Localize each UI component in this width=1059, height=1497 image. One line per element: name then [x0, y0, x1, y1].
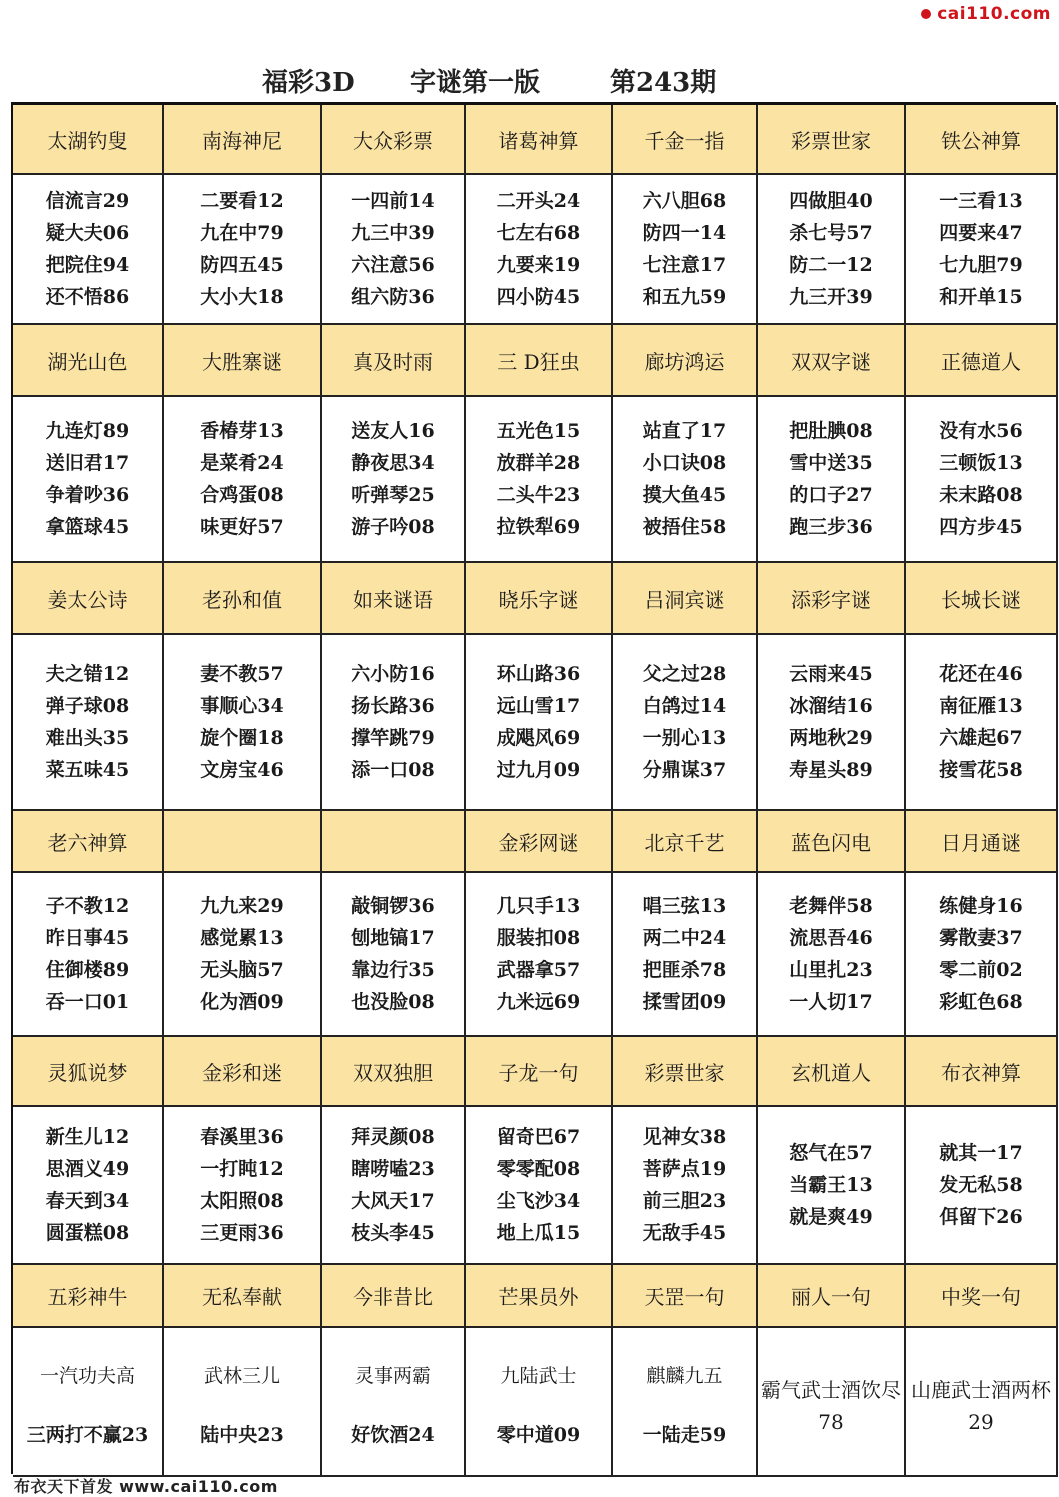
- riddle-line: 七左右68: [496, 222, 581, 244]
- column-header: 如来谜语: [322, 563, 466, 635]
- column-header: 诸葛神算: [466, 105, 613, 175]
- riddle-line: 香椿芽13: [200, 420, 284, 442]
- riddle-line: 九三中39: [351, 222, 435, 244]
- column-header: 长城长谜: [906, 563, 1058, 635]
- answer-cell: [758, 873, 906, 1037]
- riddle-line: 白鸽过14: [642, 695, 727, 717]
- column-header: 铁公神算: [906, 105, 1058, 175]
- riddle-line: 九在中79: [200, 222, 284, 244]
- column-header: 彩票世家: [758, 105, 906, 175]
- riddle-line: 零零配08: [496, 1158, 581, 1180]
- riddle-line: 添一口08: [351, 759, 435, 781]
- column-header: 吕洞宾谜: [613, 563, 758, 635]
- column-header: 正德道人: [906, 325, 1058, 397]
- riddle-line: 流思吾46: [789, 927, 873, 949]
- answer-cell: [466, 873, 613, 1037]
- answer-cell: [613, 873, 758, 1037]
- riddle-line: 文房宝46: [200, 759, 284, 781]
- answer-cell: [164, 175, 322, 325]
- answer-cell: [906, 175, 1058, 325]
- header-row: [13, 1037, 1058, 1107]
- column-header: 大众彩票: [322, 105, 466, 175]
- riddle-line: 防二一12: [789, 254, 873, 276]
- header-row: [13, 563, 1058, 635]
- column-header: 晓乐字谜: [466, 563, 613, 635]
- riddle-line: 云雨来45: [789, 663, 873, 685]
- riddle-line: 九米远69: [496, 991, 581, 1013]
- riddle-line: 送旧君17: [45, 452, 130, 474]
- riddle-line: 小口诀08: [642, 452, 727, 474]
- answer-cell: [613, 1328, 758, 1477]
- riddle-line: 成飓风69: [496, 727, 581, 749]
- column-header: 丽人一句: [758, 1265, 906, 1328]
- riddle-line: 寿星头89: [789, 759, 873, 781]
- answer-cell: [322, 1107, 466, 1265]
- riddle-line: 陆中央23: [200, 1424, 284, 1447]
- riddle-line: 和五九59: [642, 286, 727, 308]
- riddle-line: 七九胆79: [939, 254, 1023, 276]
- riddle-line: 雾散妻37: [939, 927, 1023, 949]
- riddle-line: 零二前02: [939, 959, 1023, 981]
- column-header: 玄机道人: [758, 1037, 906, 1107]
- riddle-line: 就其一17: [939, 1142, 1023, 1164]
- riddle-line: 服装扣08: [496, 927, 581, 949]
- riddle-line: 瞎唠嗑23: [351, 1158, 435, 1180]
- column-header: 今非昔比: [322, 1265, 466, 1328]
- riddle-line: 两地秋29: [789, 727, 873, 749]
- column-header: 添彩字谜: [758, 563, 906, 635]
- riddle-line: 九连灯89: [45, 420, 130, 442]
- riddle-line: 六八胆68: [642, 190, 727, 212]
- riddle-line: 一陆走59: [642, 1424, 727, 1447]
- riddle-line: 一三看13: [939, 190, 1023, 212]
- column-header: 芒果员外: [466, 1265, 613, 1328]
- answer-cell: [906, 635, 1058, 811]
- riddle-line: 一打盹12: [200, 1158, 284, 1180]
- riddle-line: 四方步45: [939, 516, 1023, 538]
- riddle-line: 大风天17: [351, 1190, 435, 1212]
- answer-cell: [906, 1328, 1058, 1477]
- riddle-line: 跑三步36: [789, 516, 873, 538]
- riddle-line: 昨日事45: [45, 927, 130, 949]
- column-header: 无私奉献: [164, 1265, 322, 1328]
- riddle-line: 味更好57: [200, 516, 284, 538]
- answer-cell: [758, 397, 906, 563]
- answer-cell: [466, 635, 613, 811]
- column-header: 大胜寨谜: [164, 325, 322, 397]
- answer-cell: [466, 1107, 613, 1265]
- column-header: 北京千艺: [613, 811, 758, 873]
- riddle-line: 静夜思34: [351, 452, 435, 474]
- riddle-line: 霸气武士酒饮尽78: [761, 1377, 901, 1434]
- riddle-line: 住御楼89: [45, 959, 130, 981]
- answer-cell: [466, 175, 613, 325]
- riddle-line: 九九来29: [200, 895, 284, 917]
- answer-row: [13, 1328, 1058, 1477]
- riddle-line: 练健身16: [939, 895, 1023, 917]
- answer-cell: [466, 397, 613, 563]
- riddle-line: 接雪花58: [939, 759, 1023, 781]
- column-header: 南海神尼: [164, 105, 322, 175]
- riddle-line: 四做胆40: [789, 190, 873, 212]
- riddle-line: 三更雨36: [200, 1222, 284, 1244]
- riddle-line: 思酒义49: [45, 1158, 130, 1180]
- answer-cell: [322, 1328, 466, 1477]
- riddle-line: 零中道09: [496, 1424, 581, 1447]
- column-header: 老六神算: [13, 811, 164, 873]
- riddle-line: 新生儿12: [45, 1126, 130, 1148]
- header-row: [13, 105, 1058, 175]
- riddle-line: 杀七号57: [789, 222, 873, 244]
- logo-dot-icon: [921, 9, 931, 19]
- site-logo: [921, 4, 1051, 24]
- answer-row: [13, 397, 1058, 563]
- answer-cell: [758, 1107, 906, 1265]
- riddle-line: 听弹琴25: [351, 484, 435, 506]
- riddle-line: 的口子27: [789, 484, 873, 506]
- answer-row: [13, 873, 1058, 1037]
- answer-cell: [164, 635, 322, 811]
- riddle-line: 无敌手45: [642, 1222, 727, 1244]
- riddle-line: 一人切17: [789, 991, 873, 1013]
- riddle-line: 地上瓜15: [496, 1222, 581, 1244]
- riddle-line: 六小防16: [351, 663, 435, 685]
- riddle-line: 父之过28: [642, 663, 727, 685]
- riddle-line: 环山路36: [496, 663, 581, 685]
- riddle-line: 拉铁犁69: [496, 516, 581, 538]
- riddle-line: 春天到34: [45, 1190, 130, 1212]
- riddle-line: 二开头24: [496, 190, 581, 212]
- column-header: 布衣神算: [906, 1037, 1058, 1107]
- footer-credit: 布衣天下首发 www.cai110.com: [14, 1477, 278, 1496]
- column-header: 灵狐说梦: [13, 1037, 164, 1107]
- answer-cell: [322, 873, 466, 1037]
- header-row: [13, 325, 1058, 397]
- answer-cell: [906, 1107, 1058, 1265]
- riddle-line: 发无私58: [939, 1174, 1023, 1196]
- riddle-line: 太阳照08: [200, 1190, 284, 1212]
- title-issue: 第243期: [610, 68, 717, 98]
- riddle-line: 尘飞沙34: [496, 1190, 581, 1212]
- riddle-line: 合鸡蛋08: [200, 484, 284, 506]
- riddle-line: 九陆武士: [500, 1364, 577, 1387]
- riddle-line: 没有水56: [939, 420, 1023, 442]
- riddle-line: 菜五味45: [45, 759, 130, 781]
- column-header: [322, 811, 466, 873]
- riddle-line: 六注意56: [351, 254, 435, 276]
- answer-row: [13, 175, 1058, 325]
- answer-cell: [13, 175, 164, 325]
- answer-row: [13, 1107, 1058, 1265]
- answer-cell: [13, 1107, 164, 1265]
- riddle-line: 彩虹色68: [939, 991, 1023, 1013]
- column-header: 姜太公诗: [13, 563, 164, 635]
- column-header: 太湖钓叟: [13, 105, 164, 175]
- riddle-line: 拿篮球45: [45, 516, 130, 538]
- column-header: 湖光山色: [13, 325, 164, 397]
- column-header: 廊坊鸿运: [613, 325, 758, 397]
- riddle-line: 也没脸08: [351, 991, 435, 1013]
- riddle-line: 几只手13: [496, 895, 581, 917]
- riddle-line: 刨地镐17: [351, 927, 435, 949]
- riddle-line: 一汽功夫高: [39, 1364, 135, 1387]
- riddle-line: 疑大夫06: [45, 222, 130, 244]
- page-title: [0, 56, 1059, 100]
- riddle-line: 冰溜结16: [789, 695, 873, 717]
- riddle-line: 圆蛋糕08: [45, 1222, 130, 1244]
- answer-cell: [164, 397, 322, 563]
- answer-cell: [164, 873, 322, 1037]
- riddle-line: 雪中送35: [789, 452, 873, 474]
- riddle-line: 送友人16: [351, 420, 435, 442]
- riddle-line: 大小大18: [200, 286, 284, 308]
- riddle-line: 游子吟08: [351, 516, 435, 538]
- answer-cell: [322, 175, 466, 325]
- column-header: 彩票世家: [613, 1037, 758, 1107]
- riddle-line: 和开单15: [939, 286, 1023, 308]
- riddle-line: 四要来47: [939, 222, 1023, 244]
- riddle-line: 无头脑57: [200, 959, 284, 981]
- riddle-line: 花还在46: [939, 663, 1023, 685]
- riddle-line: 防四一14: [642, 222, 727, 244]
- answer-cell: [164, 1107, 322, 1265]
- answer-cell: [13, 635, 164, 811]
- riddle-line: 一别心13: [642, 727, 727, 749]
- riddle-line: 难出头35: [45, 727, 130, 749]
- column-header: 日月通谜: [906, 811, 1058, 873]
- riddle-line: 麒麟九五: [646, 1364, 723, 1387]
- riddle-line: 拜灵颜08: [351, 1126, 435, 1148]
- riddle-line: 二头牛23: [496, 484, 581, 506]
- riddle-line: 灵事两霸: [354, 1364, 431, 1387]
- riddle-line: 把院住94: [45, 254, 130, 276]
- riddle-line: 前三胆23: [642, 1190, 727, 1212]
- riddle-line: 信流言29: [45, 190, 130, 212]
- column-header: 千金一指: [613, 105, 758, 175]
- answer-cell: [613, 1107, 758, 1265]
- riddle-line: 五光色15: [496, 420, 581, 442]
- riddle-line: 武器拿57: [496, 959, 581, 981]
- riddle-line: 七注意17: [642, 254, 727, 276]
- riddle-line: 感觉累13: [200, 927, 284, 949]
- column-header: [164, 811, 322, 873]
- riddle-line: 过九月09: [496, 759, 581, 781]
- riddle-line: 把肚腆08: [789, 420, 873, 442]
- riddle-line: 争着吵36: [45, 484, 130, 506]
- riddle-line: 九三开39: [789, 286, 873, 308]
- riddle-line: 扬长路36: [351, 695, 435, 717]
- column-header: 五彩神牛: [13, 1265, 164, 1328]
- riddle-line: 摸大鱼45: [642, 484, 727, 506]
- riddle-line: 山里扎23: [789, 959, 873, 981]
- riddle-line: 怒气在57: [789, 1142, 873, 1164]
- answer-cell: [758, 1328, 906, 1477]
- answer-cell: [613, 397, 758, 563]
- answer-cell: [13, 1328, 164, 1477]
- column-header: 天罡一句: [613, 1265, 758, 1328]
- column-header: 双双字谜: [758, 325, 906, 397]
- answer-cell: [613, 175, 758, 325]
- riddle-line: 南征雁13: [939, 695, 1023, 717]
- answer-cell: [13, 873, 164, 1037]
- riddle-line: 是菜肴24: [200, 452, 284, 474]
- riddle-line: 见神女38: [642, 1126, 727, 1148]
- answer-cell: [906, 873, 1058, 1037]
- title-edition: 字谜第一版: [410, 68, 541, 98]
- riddle-line: 揉雪团09: [642, 991, 727, 1013]
- riddle-line: 九要来19: [496, 254, 581, 276]
- riddle-line: 分鼎谋37: [642, 759, 727, 781]
- riddle-line: 子不教12: [45, 895, 130, 917]
- riddle-line: 放群羊28: [496, 452, 581, 474]
- answer-cell: [466, 1328, 613, 1477]
- column-header: 金彩和迷: [164, 1037, 322, 1107]
- column-header: 双双独胆: [322, 1037, 466, 1107]
- answer-cell: [613, 635, 758, 811]
- riddle-line: 把匪杀78: [642, 959, 727, 981]
- riddle-line: 二要看12: [200, 190, 284, 212]
- riddle-line: 妻不教57: [200, 663, 284, 685]
- riddle-line: 两二中24: [642, 927, 727, 949]
- riddle-line: 防四五45: [200, 254, 284, 276]
- riddle-line: 留奇巴67: [496, 1126, 581, 1148]
- riddle-line: 当霸王13: [789, 1174, 873, 1196]
- column-header: 中奖一句: [906, 1265, 1058, 1328]
- riddle-line: 三两打不赢23: [26, 1424, 149, 1447]
- column-header: 蓝色闪电: [758, 811, 906, 873]
- column-header: 金彩网谜: [466, 811, 613, 873]
- riddle-line: 靠边行35: [351, 959, 435, 981]
- riddle-line: 夫之错12: [45, 663, 130, 685]
- riddle-line: 菩萨点19: [642, 1158, 727, 1180]
- riddle-line: 旋个圈18: [200, 727, 284, 749]
- answer-cell: [758, 635, 906, 811]
- riddle-line: 组六防36: [351, 286, 435, 308]
- title-lottery: 福彩3D: [262, 68, 355, 98]
- answer-cell: [13, 397, 164, 563]
- riddle-line: 撑竿跳79: [351, 727, 435, 749]
- riddle-line: 弹子球08: [45, 695, 130, 717]
- answer-cell: [322, 635, 466, 811]
- answer-cell: [322, 397, 466, 563]
- answer-row: [13, 635, 1058, 811]
- header-row: [13, 1265, 1058, 1328]
- answer-cell: [164, 1328, 322, 1477]
- riddle-line: 六雄起67: [939, 727, 1023, 749]
- riddle-line: 敲铜锣36: [351, 895, 435, 917]
- riddle-line: 山鹿武士酒两杯29: [911, 1377, 1051, 1434]
- riddle-line: 四小防45: [496, 286, 581, 308]
- riddle-line: 春溪里36: [200, 1126, 284, 1148]
- riddle-line: 一四前14: [351, 190, 435, 212]
- riddle-line: 就是爽49: [789, 1206, 873, 1228]
- riddle-line: 化为酒09: [200, 991, 284, 1013]
- riddle-line: 吞一口01: [45, 991, 130, 1013]
- riddle-line: 事顺心34: [200, 695, 284, 717]
- riddle-line: 被捂住58: [642, 516, 727, 538]
- riddle-line: 唱三弦13: [642, 895, 727, 917]
- column-header: 老孙和值: [164, 563, 322, 635]
- riddle-line: 好饮酒24: [351, 1424, 435, 1447]
- column-header: 子龙一句: [466, 1037, 613, 1107]
- riddle-line: 佴留下26: [939, 1206, 1023, 1228]
- answer-cell: [906, 397, 1058, 563]
- riddle-table: [11, 102, 1056, 1474]
- riddle-line: 站直了17: [642, 420, 727, 442]
- site-logo-text: cai110.com: [937, 4, 1051, 24]
- riddle-line: 枝头李45: [351, 1222, 435, 1244]
- riddle-line: 老舞伴58: [789, 895, 873, 917]
- header-row: [13, 811, 1058, 873]
- column-header: 三 D狂虫: [466, 325, 613, 397]
- riddle-line: 还不悟86: [45, 286, 130, 308]
- riddle-line: 未末路08: [939, 484, 1023, 506]
- riddle-line: 远山雪17: [496, 695, 581, 717]
- column-header: 真及时雨: [322, 325, 466, 397]
- answer-cell: [758, 175, 906, 325]
- riddle-line: 武林三儿: [203, 1364, 280, 1387]
- riddle-line: 三顿饭13: [939, 452, 1023, 474]
